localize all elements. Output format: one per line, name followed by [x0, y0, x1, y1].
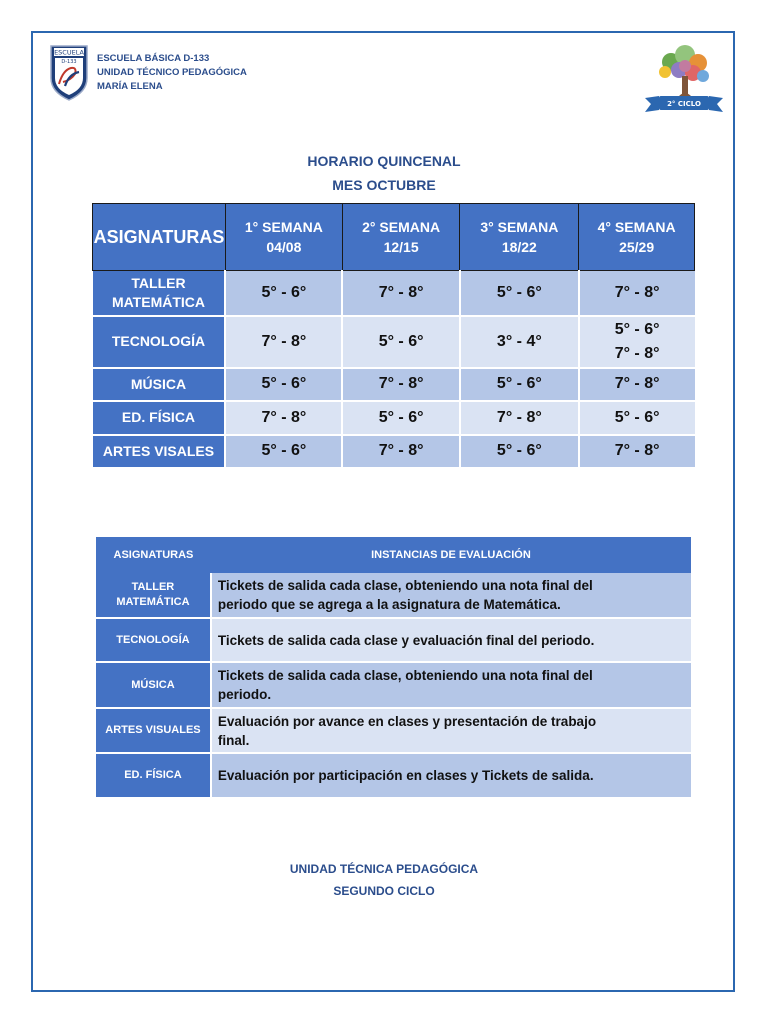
subjects-header: ASIGNATURAS — [93, 204, 226, 271]
subject-cell: MÚSICA — [93, 368, 226, 401]
evaluation-description: Tickets de salida cada clase, obteniendo una nota final del periodo que se agrega a la asignatura de Matemática. — [211, 573, 691, 618]
table-row — [96, 708, 691, 753]
evaluation-description: Tickets de salida cada clase y evaluación final del periodo. — [211, 618, 691, 662]
subject-cell: TALLER MATEMÁTICA — [96, 573, 211, 618]
subject-cell: TECNOLOGÍA — [93, 316, 226, 368]
table-row — [96, 618, 691, 662]
schedule-cell: 3° - 4° — [460, 316, 579, 368]
svg-text:D-133: D-133 — [61, 59, 77, 65]
schedule-table — [92, 203, 695, 469]
schedule-cell: 7° - 8° — [342, 368, 460, 401]
subject-cell: ED. FÍSICA — [96, 753, 211, 798]
schedule-cell: 7° - 8° — [579, 271, 695, 316]
week-header: 2° SEMANA 12/15 — [342, 204, 460, 271]
schedule-cell: 7° - 8° — [225, 316, 342, 368]
subject-cell: ARTES VISUALES — [96, 708, 211, 753]
subject-cell: ARTES VISALES — [93, 435, 226, 468]
page-border — [31, 31, 735, 992]
table-row — [93, 401, 695, 435]
school-location: MARÍA ELENA — [97, 81, 163, 92]
schedule-header-row — [93, 204, 695, 271]
footer-cycle: SEGUNDO CICLO — [333, 884, 435, 898]
schedule-title: HORARIO QUINCENAL — [307, 153, 461, 169]
evaluation-description: Tickets de salida cada clase, obteniendo una nota final del periodo. — [211, 662, 691, 708]
schedule-cell: 7° - 8° — [342, 271, 460, 316]
schedule-cell: 7° - 8° — [579, 368, 695, 401]
schedule-cell: 7° - 8° — [342, 435, 460, 468]
schedule-subtitle: MES OCTUBRE — [332, 177, 436, 193]
schedule-cell: 5° - 6° — [342, 316, 460, 368]
table-row — [93, 271, 695, 316]
week-header: 3° SEMANA 18/22 — [460, 204, 579, 271]
schedule-cell: 7° - 8° — [225, 401, 342, 435]
schedule-cell: 5° - 6° — [225, 368, 342, 401]
schedule-cell: 5° - 6° — [342, 401, 460, 435]
table-row — [96, 753, 691, 798]
table-row — [96, 573, 691, 618]
tree-cycle-logo — [641, 40, 727, 120]
week-header: 4° SEMANA 25/29 — [579, 204, 695, 271]
table-row — [93, 435, 695, 468]
schedule-cell: 5° - 6° — [225, 271, 342, 316]
subjects-column-header: ASIGNATURAS — [96, 537, 211, 573]
school-unit: UNIDAD TÉCNICO PEDAGÓGICA — [97, 67, 247, 78]
evaluation-column-header: INSTANCIAS DE EVALUACIÓN — [211, 537, 691, 573]
school-info — [97, 52, 247, 94]
evaluation-description: Evaluación por avance en clases y presentación de trabajo final. — [211, 708, 691, 753]
subject-cell: TECNOLOGÍA — [96, 618, 211, 662]
schedule-cell: 5° - 6° — [460, 435, 579, 468]
schedule-cell: 5° - 6° 7° - 8° — [579, 316, 695, 368]
evaluation-description: Evaluación por participación en clases y Tickets de salida. — [211, 753, 691, 798]
schedule-cell: 5° - 6° — [460, 368, 579, 401]
subject-cell: TALLER MATEMÁTICA — [93, 271, 226, 316]
subject-cell: ED. FÍSICA — [93, 401, 226, 435]
evaluation-table — [96, 537, 691, 799]
schedule-cell: 5° - 6° — [225, 435, 342, 468]
svg-text:2° CICLO: 2° CICLO — [667, 100, 701, 108]
evaluation-header-row — [96, 537, 691, 573]
svg-text:ESCUELA: ESCUELA — [54, 48, 84, 57]
footer-unit: UNIDAD TÉCNICA PEDAGÓGICA — [289, 862, 479, 876]
table-row — [96, 662, 691, 708]
subject-cell: MÚSICA — [96, 662, 211, 708]
week-header: 1° SEMANA 04/08 — [225, 204, 342, 271]
schedule-cell: 7° - 8° — [579, 435, 695, 468]
table-row — [93, 368, 695, 401]
schedule-cell: 5° - 6° — [460, 271, 579, 316]
schedule-cell: 7° - 8° — [460, 401, 579, 435]
table-row — [93, 316, 695, 368]
schedule-cell: 5° - 6° — [579, 401, 695, 435]
school-name: ESCUELA BÁSICA D-133 — [97, 53, 210, 64]
school-shield-logo — [49, 44, 89, 102]
